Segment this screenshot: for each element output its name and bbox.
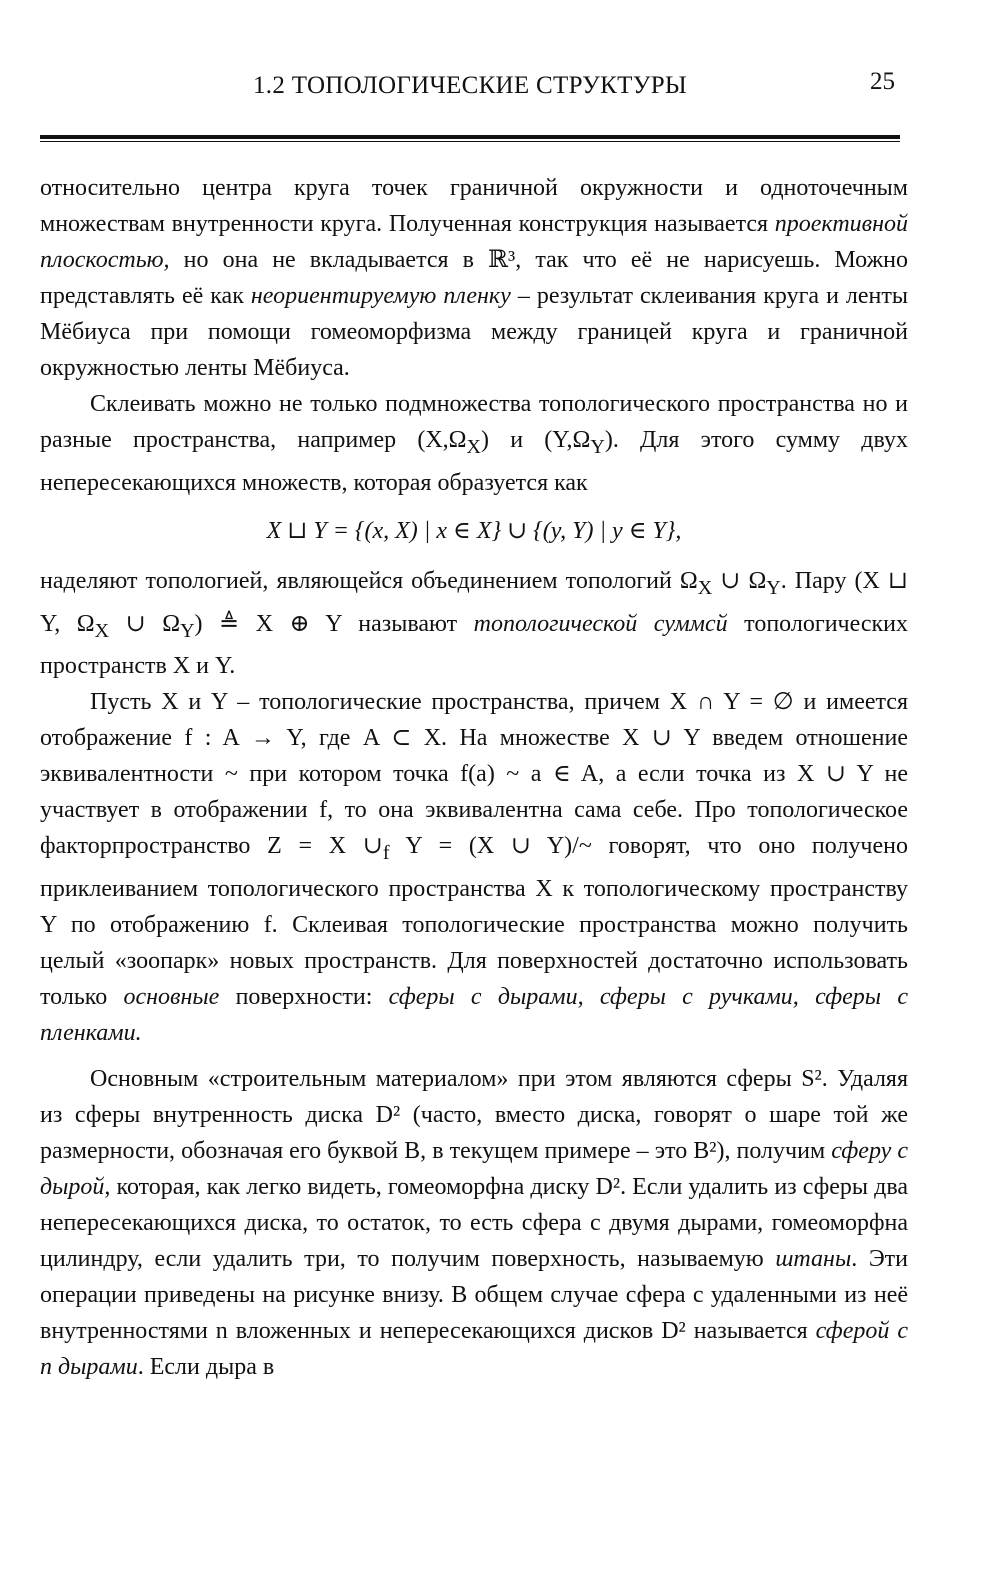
paragraph-3: наделяют топологией, являющейся объединением топологий $\Omega_X$ ∪ $\Omega_Y$. Пару (X ⊔ Y, $\Omega_X$ ∪ $\Omega_Y$) ≜ X ⊕ Y называют топологической суммсй топологических пространств X и Y. (40, 567, 909, 680)
body-text (40, 170, 908, 1385)
term-projective-plane: проективной плоскостью, (40, 211, 908, 273)
term-pants: штаны (775, 1246, 852, 1273)
header-rule (40, 135, 900, 139)
paragraph-1: относительно центра круга точек граничной окружности и одноточечным множествам внутренности круга. Полученная конструкция называется проективной плоскостью, но она не вкладывается в ℝ³, так что её не нарисуешь. Можно представлять её как неориентируемую пленку – результат склеивания круга и ленты Мёбиуса при помощи гомеоморфизма между границей круга и граничной окружностью ленты Мёбиуса. (40, 175, 909, 381)
paragraph-5: Основным «строительным материалом» при этом являются сферы S². Удаляя из сферы внутренность диска D² (часто, вместо диска, говорят о шаре той же размерности, обозначая его буквой B, в текущем примере – это B²), получим сферу с дырой, которая, как легко видеть, гомеоморфна диску D². Если удалить из сферы два непересекающихся диска, то остаток, то есть сфера с двумя дырами, гомеоморфна цилиндру, если удалить три, то получим поверхность, называемую штаны. Эти операции приведены на рисунке внизу. В общем случае сфера с удаленными из неё внутренностями n вложенных и непересекающихся дисков D² называется сферой с n дырами. Если дыра в (40, 1066, 908, 1381)
running-header: 1.2 ТОПОЛОГИЧЕСКИЕ СТРУКТУРЫ (253, 72, 687, 99)
term-nonorientable-film: неориентируемую пленку (250, 283, 511, 309)
paragraph-2: Склеивать можно не только подмножества топологического пространства но и разные пространства, например $(X,\Omega_X)$ и $(Y,\Omega_Y)$. Для этого сумму двух непересекающихся множеств, которая образуется как (40, 391, 909, 496)
term-basic: основные (123, 984, 220, 1011)
paragraph-4: Пусть X и Y – топологические пространства, причем X ∩ Y = ∅ и имеется отображение f : A → Y, где A ⊂ X. На множестве X ∪ Y введем отношение эквивалентности ~ при котором точка f(a) ~ a ∈ A, а если точка из X ∪ Y не участвует в отображении f, то она эквивалентна сама себе. Про топологическое факторпространство Z = X $\cup_f$ Y = (X ∪ Y)/~ говорят, что оно получено приклеиванием топологического пространства X к топологическому пространству Y по отображению f. Склеивая топологические пространства можно получить целый «зоопарк» новых пространств. Для поверхностей достаточно использовать только основные поверхности: сферы с дырами, сферы с ручками, сферы с пленками. (40, 689, 908, 1047)
term-sphere-with-n-holes: сферой с n дырами (40, 1318, 908, 1381)
header-rule-thin (40, 141, 900, 142)
term-sphere-with-hole: сферу с дырой (40, 1138, 908, 1201)
page-number: 25 (870, 68, 895, 95)
term-surface-types: сферы с дырами, сферы с ручками, сферы с пленками. (40, 984, 908, 1047)
formula-disjoint-union: X ⊔ Y = {(x, X) | x ∈ X} ∪ {(y, Y) | y ∈ Y}, (266, 517, 682, 544)
term-topological-sum: топологической суммсй (473, 610, 728, 637)
